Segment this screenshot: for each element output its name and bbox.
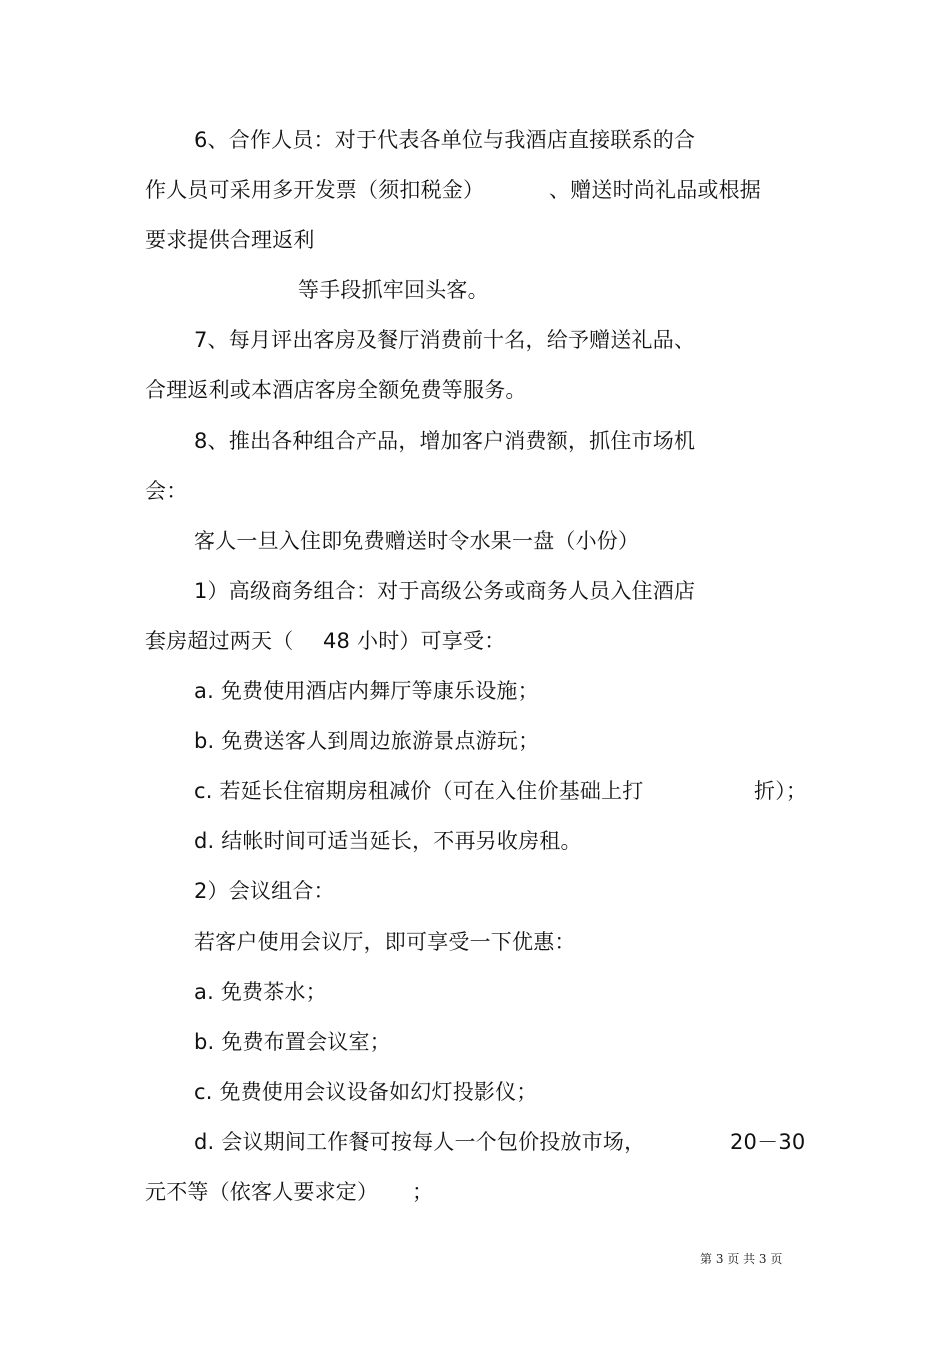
paragraph-7-line-1: 7、每月评出客房及餐厅消费前十名，给予赠送礼品、 (194, 328, 696, 352)
paragraph-6-line-2: 作人员可采用多开发票（须扣税金） (145, 178, 485, 202)
business-package-line-2-tail: 48 小时）可享受： (323, 629, 506, 653)
fruit-gift-line: 客人一旦入住即免费赠送时令水果一盘（小份） (194, 529, 640, 553)
paragraph-6-line-2-tail: 、赠送时尚礼品或根据 (549, 178, 761, 202)
business-item-c-tail: 折）； (754, 779, 808, 803)
meeting-item-d-line-2: 元不等（依客人要求定） (145, 1180, 379, 1204)
paragraph-6-line-1: 6、合作人员：对于代表各单位与我酒店直接联系的合 (194, 128, 696, 152)
meeting-item-d: d. 会议期间工作餐可按每人一个包价投放市场， (194, 1130, 646, 1154)
meeting-item-d-price: 20－30 (730, 1130, 806, 1154)
business-item-b: b. 免费送客人到周边旅游景点游玩； (194, 729, 540, 753)
business-package-line-2: 套房超过两天（ (145, 629, 294, 653)
meeting-package-intro: 若客户使用会议厅，即可享受一下优惠： (194, 930, 576, 954)
business-item-c: c. 若延长住宿期房租减价（可在入住价基础上打 (194, 779, 644, 803)
meeting-package-heading: 2）会议组合： (194, 879, 335, 903)
paragraph-7-line-2: 合理返利或本酒店客房全额免费等服务。 (145, 378, 527, 402)
meeting-item-c: c. 免费使用会议设备如幻灯投影仪； (194, 1080, 538, 1104)
meeting-item-b: b. 免费布置会议室； (194, 1030, 391, 1054)
paragraph-6-line-3: 要求提供合理返利 (145, 228, 315, 252)
business-item-a: a. 免费使用酒店内舞厅等康乐设施； (194, 679, 539, 703)
meeting-item-a: a. 免费茶水； (194, 980, 327, 1004)
business-item-d: d. 结帐时间可适当延长，不再另收房租。 (194, 829, 582, 853)
paragraph-8-line-1: 8、推出各种组合产品，增加客户消费额，抓住市场机 (194, 429, 696, 453)
paragraph-6-line-4: 等手段抓牢回头客。 (298, 278, 489, 302)
paragraph-8-line-2: 会： (145, 479, 188, 503)
meeting-item-d-line-2-tail: ； (412, 1180, 434, 1204)
business-package-line-1: 1）高级商务组合：对于高级公务或商务人员入住酒店 (194, 579, 696, 603)
page-number-footer: 第 3 页 共 3 页 (700, 1252, 783, 1266)
